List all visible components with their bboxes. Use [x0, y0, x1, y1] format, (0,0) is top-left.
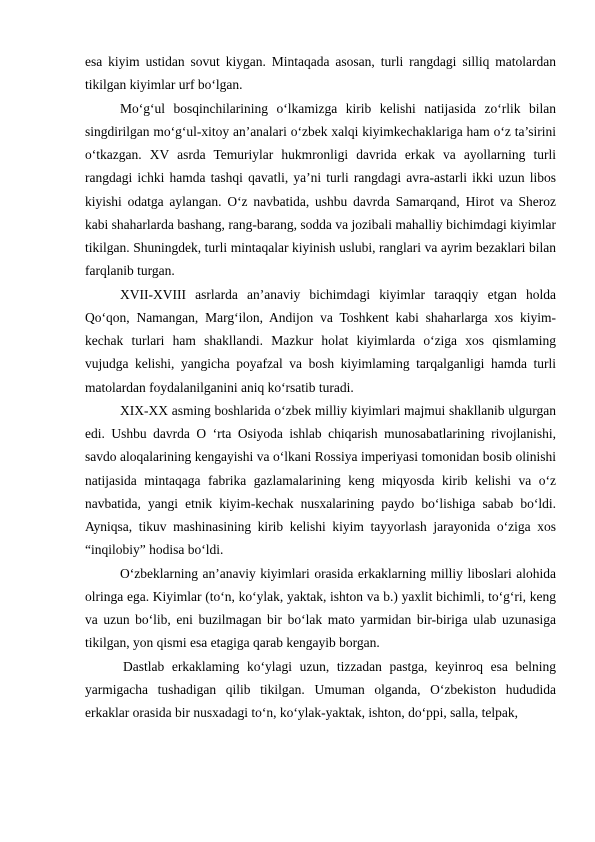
paragraph-19-20-centuries: XIX-XX asming boshlarida o‘zbek milliy kiyimlari majmui shakllanib ulgurgan edi. Ushbu davrda O ‘rta Osiyoda ishlab chiqarish munosabatlarining rivojlanishi, savdo aloqalarining kengayishi va o‘lkani Rossiya imperiyasi tomonidan bosib olinishi natijasida mintaqaga fabrika gazlamalarining keng miqyosda kirib kelishi va o‘z navbatida, yangi etnik kiyim-kechak nusxalarining paydo bo‘lishiga sabab bo‘ldi. Ayniqsa, tikuv mashinasining kirib kelishi kiyim tayyorlash jarayonida o‘ziga xos “inqilobiy” hodisa bo‘ldi.: [85, 402, 556, 558]
paragraph-mongol-influence: Mo‘g‘ul bosqinchilarining o‘lkamizga kirib kelishi natijasida zo‘rlik bilan singdirilgan mo‘g‘ul-xitoy an’analari o‘zbek xalqi kiyimkechaklariga ham o‘z ta’sirini o‘tkazgan. XV asrda Temuriylar hukmronligi davrida erkak va ayollarning turli rangdagi ichki hamda tashqi qavatli, ya’ni turli rangdagi avra-astarli ikki uzun libos kiyishi odatga aylangan. O‘z navbatida, ushbu davrda Samarqand, Hirot va Sheroz kabi shaharlarda bashang, rang-barang, sodda va jozibali mahalliy bichimdagi kiyimlar tikilgan. Shuningdek, turli mintaqalar kiyinish uslubi, ranglari va ayrim bezaklari bilan farqlanib turgan.: [85, 100, 556, 279]
paragraph-17-18-centuries: XVII-XVIII asrlarda an’anaviy bichimdagi kiyimlar taraqqiy etgan holda Qo‘qon, Namangan, Marg‘ilon, Andijon va Toshkent kabi shaharlarga xos kiyim-kechak turlari ham shakllandi. Mazkur holat kiyimlarda o‘ziga xos qismlaming vujudga kelishi, yangicha poyafzal va bosh kiyimlaming tarqalganligi hamda turli matolardan foydalanilganini aniq ko‘rsatib turadi.: [85, 286, 556, 395]
paragraph-mens-shirt: Dastlab erkaklaming ko‘ylagi uzun, tizzadan pastga, keyinroq esa belning yarmigacha tushadigan qilib tikilgan. Umuman olganda, O‘zbekiston hududida erkaklar orasida bir nusxadagi to‘n, ko‘ylak-yaktak, ishton, do‘ppi, salla, telpak,: [85, 658, 556, 720]
document-page: [85, 50, 556, 724]
paragraph-continuation: esa kiyim ustidan sovut kiygan. Mintaqada asosan, turli rangdagi silliq matolardan tikilgan kiyimlar urf bo‘lgan.: [85, 54, 556, 93]
paragraph-traditional-clothing: O‘zbeklarning an’anaviy kiyimlari orasida erkaklarning milliy liboslari alohida olringa ega. Kiyimlar (to‘n, ko‘ylak, yaktak, ishton va b.) yaxlit bichimli, to‘g‘ri, keng va uzun bo‘lib, eni buzilmagan bir bo‘lak mato yarmidan bir-biriga ulab uzunasiga tikilgan, yon qismi esa etagiga qarab kengayib borgan.: [85, 565, 556, 651]
